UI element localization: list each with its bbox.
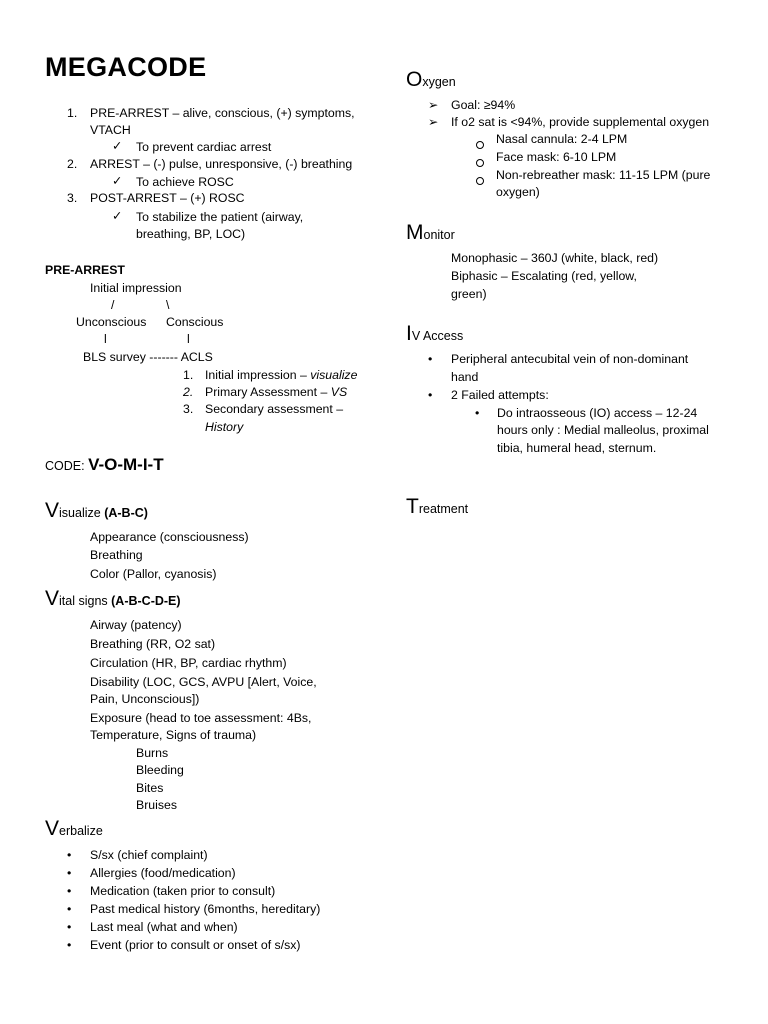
iv-heading: IV Access <box>406 322 464 345</box>
phase-3-text: POST-ARREST – (+) ROSC <box>90 191 245 205</box>
iv-subitem: hours only : Medial malleolus, proximal <box>497 423 709 437</box>
verbalize-item: S/sx (chief complaint) <box>90 848 208 862</box>
verbalize-item: Allergies (food/medication) <box>90 866 236 880</box>
vitals-item: Disability (LOC, GCS, AVPU [Alert, Voice, <box>90 675 317 689</box>
bullet-icon: • <box>428 352 433 366</box>
vitals-item: Airway (patency) <box>90 618 182 632</box>
arrow-bullet-icon: ➢ <box>428 115 439 129</box>
oxygen-subitem: Face mask: 6-10 LPM <box>496 150 617 164</box>
verbalize-item: Last meal (what and when) <box>90 920 238 934</box>
phase-3-goal: To stabilize the patient (airway, <box>136 210 304 224</box>
vitals-item: Pain, Unconscious]) <box>90 692 200 706</box>
iv-item: 2 Failed attempts: <box>451 388 549 402</box>
oxygen-subitem: oxygen) <box>496 185 540 199</box>
four-bs-item: Bleeding <box>136 763 184 777</box>
ring-bullet-icon <box>476 172 484 190</box>
step-1-number: 1. <box>183 368 194 382</box>
iv-subitem: Do intraosseous (IO) access – 12-24 <box>497 406 698 420</box>
page-title: MEGACODE <box>45 52 207 82</box>
flow-conscious: Conscious <box>166 315 224 329</box>
visualize-item: Breathing <box>90 548 143 562</box>
flow-unconscious: Unconscious <box>76 315 147 329</box>
step-3: Secondary assessment – <box>205 402 344 416</box>
phase-1-goal: To prevent cardiac arrest <box>136 140 272 154</box>
bullet-icon: • <box>67 866 72 880</box>
oxygen-item: If o2 sat is <94%, provide supplemental oxygen <box>451 115 710 129</box>
verbalize-item: Event (prior to consult or onset of s/sx) <box>90 938 301 952</box>
phase-2-text: ARREST – (-) pulse, unresponsive, (-) breathing <box>90 157 353 171</box>
four-bs-item: Burns <box>136 746 169 760</box>
ring-bullet-icon <box>476 136 484 154</box>
iv-subitem: tibia, humeral head, sternum. <box>497 441 657 455</box>
iv-item: Peripheral antecubital vein of non-dominant <box>451 352 689 366</box>
visualize-item: Color (Pallor, cyanosis) <box>90 567 217 581</box>
verbalize-item: Past medical history (6months, hereditary) <box>90 902 321 916</box>
vitals-item: Exposure (head to toe assessment: 4Bs, <box>90 711 312 725</box>
phase-3-number: 3. <box>67 191 78 205</box>
code-heading: CODE: V-O-M-I-T <box>45 455 164 474</box>
bullet-icon: • <box>67 920 72 934</box>
phase-1-number: 1. <box>67 106 78 120</box>
bullet-icon: • <box>67 902 72 916</box>
monitor-line: Biphasic – Escalating (red, yellow, <box>451 269 637 283</box>
arrow-bullet-icon: ➢ <box>428 98 439 112</box>
flow-pipe-right: l <box>187 332 190 346</box>
prearrest-heading: PRE-ARREST <box>45 263 125 277</box>
monitor-heading: Monitor <box>406 221 455 244</box>
vitals-item: Circulation (HR, BP, cardiac rhythm) <box>90 656 287 670</box>
vitals-heading: Vital signs (A-B-C-D-E) <box>45 587 181 610</box>
four-bs-item: Bites <box>136 781 164 795</box>
oxygen-subitem: Non-rebreather mask: 11-15 LPM (pure <box>496 168 711 182</box>
check-icon: ✓ <box>112 209 123 223</box>
bullet-icon: • <box>67 884 72 898</box>
visualize-item: Appearance (consciousness) <box>90 530 249 544</box>
vitals-item: Temperature, Signs of trauma) <box>90 728 257 742</box>
step-2-number: 2. <box>183 385 194 399</box>
visualize-heading: Visualize (A-B-C) <box>45 499 148 522</box>
flow-bls-acls: BLS survey ------- ACLS <box>83 350 213 364</box>
oxygen-item: Goal: ≥94% <box>451 98 516 112</box>
phase-3-goal-cont: breathing, BP, LOC) <box>136 227 246 241</box>
flow-backslash: \ <box>166 298 170 312</box>
bullet-icon: • <box>475 406 480 420</box>
step-3-number: 3. <box>183 402 194 416</box>
bullet-icon: • <box>67 938 72 952</box>
phase-2-number: 2. <box>67 157 78 171</box>
step-1: Initial impression – visualize <box>205 368 358 382</box>
monitor-line: green) <box>451 287 487 301</box>
bullet-icon: • <box>428 388 433 402</box>
check-icon: ✓ <box>112 139 123 153</box>
phase-1-text-cont: VTACH <box>90 123 131 137</box>
step-3-italic: History <box>205 420 244 434</box>
flow-slash: / <box>111 298 115 312</box>
ring-bullet-icon <box>476 154 484 172</box>
flow-pipe-left: l <box>104 332 107 346</box>
bullet-icon: • <box>67 848 72 862</box>
monitor-line: Monophasic – 360J (white, black, red) <box>451 251 659 265</box>
check-icon: ✓ <box>112 174 123 188</box>
phase-2-goal: To achieve ROSC <box>136 175 234 189</box>
treatment-heading: Treatment <box>406 495 469 518</box>
verbalize-item: Medication (taken prior to consult) <box>90 884 276 898</box>
phase-1-text: PRE-ARREST – alive, conscious, (+) symptoms, <box>90 106 355 120</box>
iv-item: hand <box>451 370 479 384</box>
verbalize-heading: Verbalize <box>45 817 103 840</box>
oxygen-subitem: Nasal cannula: 2-4 LPM <box>496 132 628 146</box>
four-bs-item: Bruises <box>136 798 178 812</box>
flow-initial-impression: Initial impression <box>90 281 182 295</box>
vitals-item: Breathing (RR, O2 sat) <box>90 637 216 651</box>
oxygen-heading: Oxygen <box>406 68 456 91</box>
step-2: Primary Assessment – VS <box>205 385 348 399</box>
